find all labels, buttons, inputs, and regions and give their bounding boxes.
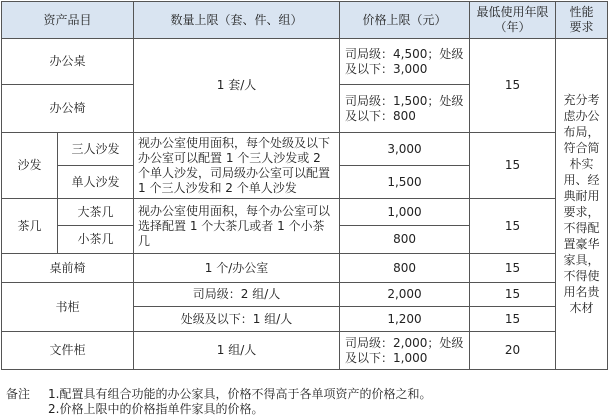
note-row-1 xyxy=(6,387,431,402)
asset-file-cabinet: 文件柜 xyxy=(2,332,134,370)
note-item-1: 1.配置具有组合功能的办公家具，价格不得高于各单项资产的价格之和。 xyxy=(48,387,432,401)
note-row-2 xyxy=(6,402,431,417)
price-file-cabinet: 司局级：2,000；处级及以下：1,000 xyxy=(340,332,470,370)
header-quantity: 数量上限（套、件、组） xyxy=(134,2,340,39)
life-front-chair: 15 xyxy=(470,254,556,283)
price-tea-large: 1,000 xyxy=(340,199,470,226)
asset-sofa-single: 单人沙发 xyxy=(58,166,134,199)
furniture-standard-table xyxy=(1,1,608,370)
price-front-chair: 800 xyxy=(340,254,470,283)
header-asset: 资产品目 xyxy=(2,2,134,39)
row-desk xyxy=(2,39,608,85)
life-desk-chair: 15 xyxy=(470,39,556,133)
life-bookcase-division: 15 xyxy=(470,307,556,332)
header-performance: 性能要求 xyxy=(556,2,608,39)
qty-sofa-rule: 视办公室使用面积，每个处级及以下办公室可以配置 1 个三人沙发或 2 个单人沙发，司局级办公室可以配置 1 个三人沙发和 2 个单人沙发 xyxy=(134,133,340,199)
qty-tea-rule: 视办公室使用面积，每个办公室可以选择配置 1 个大茶几或者 1 个小茶几 xyxy=(134,199,340,254)
notes-label: 备注 xyxy=(6,387,31,401)
qty-bookcase-bureau: 司局级：2 组/人 xyxy=(134,283,340,307)
price-tea-small: 800 xyxy=(340,226,470,254)
row-tea-large xyxy=(2,199,608,226)
header-life: 最低使用年限（年） xyxy=(470,2,556,39)
life-tea: 15 xyxy=(470,199,556,254)
qty-bookcase-division: 处级及以下：1 组/人 xyxy=(134,307,340,332)
qty-desk-chair: 1 套/人 xyxy=(134,39,340,133)
header-price: 价格上限（元） xyxy=(340,2,470,39)
qty-front-chair: 1 个/办公室 xyxy=(134,254,340,283)
row-bookcase-bureau xyxy=(2,283,608,307)
asset-front-chair: 桌前椅 xyxy=(2,254,134,283)
asset-tea: 茶几 xyxy=(2,199,58,254)
asset-sofa-triple: 三人沙发 xyxy=(58,133,134,166)
asset-tea-large: 大茶几 xyxy=(58,199,134,226)
price-bookcase-bureau: 2,000 xyxy=(340,283,470,307)
price-bookcase-division: 1,200 xyxy=(340,307,470,332)
qty-file-cabinet: 1 组/人 xyxy=(134,332,340,370)
price-chair: 司局级：1,500；处级及以下：800 xyxy=(340,85,470,133)
life-bookcase-bureau: 15 xyxy=(470,283,556,307)
price-desk: 司局级：4,500；处级及以下：3,000 xyxy=(340,39,470,85)
row-sofa-triple xyxy=(2,133,608,166)
life-file-cabinet: 20 xyxy=(470,332,556,370)
life-sofa: 15 xyxy=(470,133,556,199)
asset-desk: 办公桌 xyxy=(2,39,134,85)
asset-sofa: 沙发 xyxy=(2,133,58,199)
price-sofa-single: 1,500 xyxy=(340,166,470,199)
asset-tea-small: 小茶几 xyxy=(58,226,134,254)
performance-requirement: 充分考虑办公布局，符合简朴实用、经典耐用要求，不得配置豪华家具，不得使用名贵木材 xyxy=(556,39,608,370)
row-front-chair xyxy=(2,254,608,283)
price-sofa-triple: 3,000 xyxy=(340,133,470,166)
asset-bookcase: 书柜 xyxy=(2,283,134,332)
row-file-cabinet xyxy=(2,332,608,370)
header-row xyxy=(2,2,608,39)
note-item-2: 2.价格上限中的价格指单件家具的价格。 xyxy=(48,402,264,416)
asset-chair: 办公椅 xyxy=(2,85,134,133)
notes xyxy=(6,387,431,417)
